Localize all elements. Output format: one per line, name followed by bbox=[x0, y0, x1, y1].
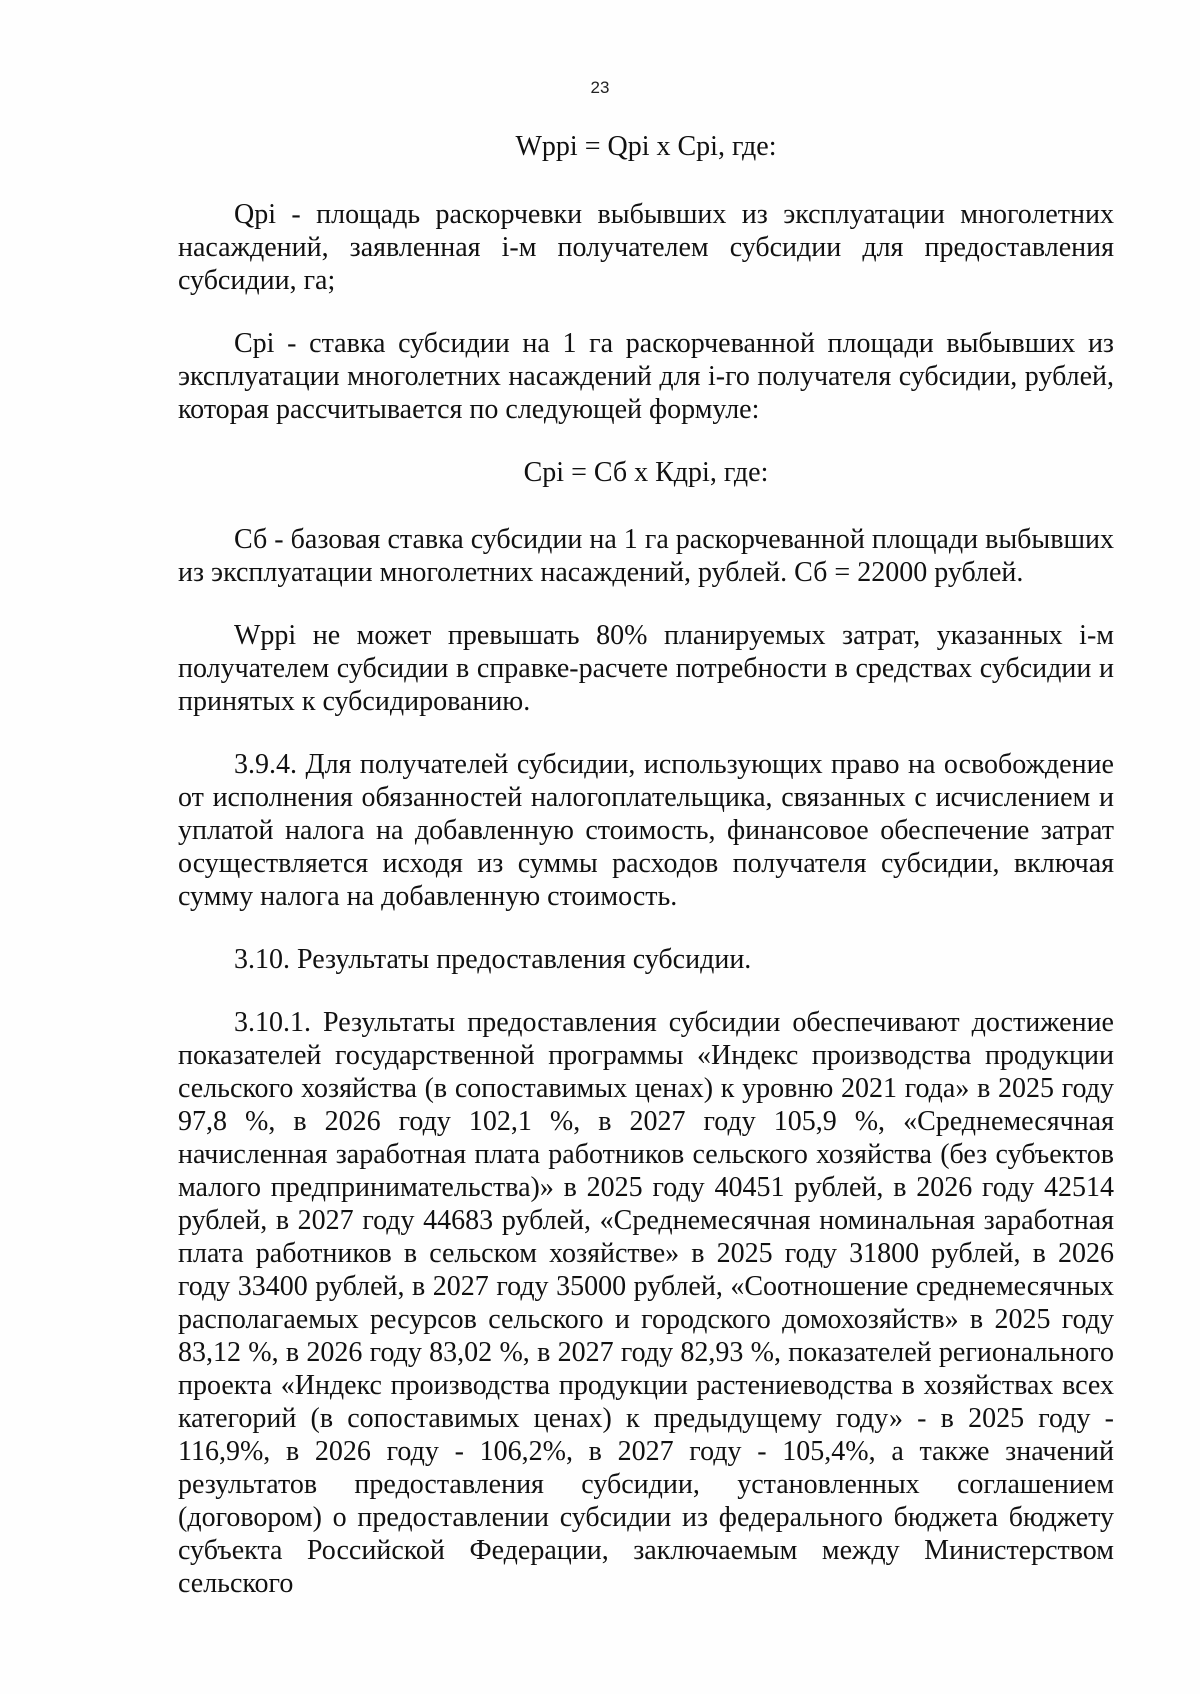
paragraph-cpi-definition: Cpi - ставка субсидии на 1 га раскорчеванной площади выбывших из эксплуатации многолетних насаждений для i-го получателя субсидии, рублей, которая рассчитывается по следующей формуле: bbox=[178, 328, 1114, 425]
paragraph-qpi-definition: Qpi - площадь раскорчевки выбывших из эксплуатации многолетних насаждений, заявленная i-м получателем субсидии для предоставления субсидии, га; bbox=[178, 199, 1114, 296]
paragraph-3-10-1: 3.10.1. Результаты предоставления субсидии обеспечивают достижение показателей государственной программы «Индекс производства продукции сельского хозяйства (в сопоставимых ценах) к уровню 2021 года» в 2025 году 97,8 %, в 2026 году 102,1 %, в 2027 году 105,9 %, «Среднемесячная начисленная заработная плата работников сельского хозяйства (без субъектов малого предпринимательства)» в 2025 году 40451 рублей, в 2026 году 42514 рублей, в 2027 году 44683 рублей, «Среднемесячная номинальная заработная плата работников в сельском хозяйстве» в 2025 году 31800 рублей, в 2026 году 33400 рублей, в 2027 году 35000 рублей, «Соотношение среднемесячных располагаемых ресурсов сельского и городского домохозяйств» в 2025 году 83,12 %, в 2026 году 83,02 %, в 2027 году 82,93 %, показателей регионального проекта «Индекс производства продукции растениеводства в хозяйствах всех категорий (в сопоставимых ценах) к предыдущему году» - в 2025 году - 116,9%, в 2026 году - 106,2%, в 2027 году - 105,4%, а также значений результатов предоставления субсидии, установленных соглашением (договором) о предоставлении субсидии из федерального бюджета бюджету субъекта Российской Федерации, заключаемым между Министерством сельского bbox=[178, 1007, 1114, 1599]
paragraph-wppi-limit: Wppi не может превышать 80% планируемых затрат, указанных i-м получателем субсидии в справке-расчете потребности в средствах субсидии и принятых к субсидированию. bbox=[178, 620, 1114, 717]
page-number: 23 bbox=[590, 78, 610, 97]
paragraph-3-10-heading: 3.10. Результаты предоставления субсидии. bbox=[234, 944, 752, 975]
formula-wppi: Wppi = Qpi x Cpi, где: bbox=[515, 131, 777, 162]
paragraph-sb-definition: Сб - базовая ставка субсидии на 1 га раскорчеванной площади выбывших из эксплуатации многолетних насаждений, рублей. Сб = 22000 рублей. bbox=[178, 524, 1114, 588]
paragraph-3-9-4: 3.9.4. Для получателей субсидии, использующих право на освобождение от исполнения обязанностей налогоплательщика, связанных с исчислением и уплатой налога на добавленную стоимость, финансовое обеспечение затрат осуществляется исходя из суммы расходов получателя субсидии, включая сумму налога на добавленную стоимость. bbox=[178, 749, 1114, 912]
formula-cpi: Cpi = Сб x Кдрi, где: bbox=[523, 457, 769, 488]
document-body bbox=[178, 130, 1114, 1600]
